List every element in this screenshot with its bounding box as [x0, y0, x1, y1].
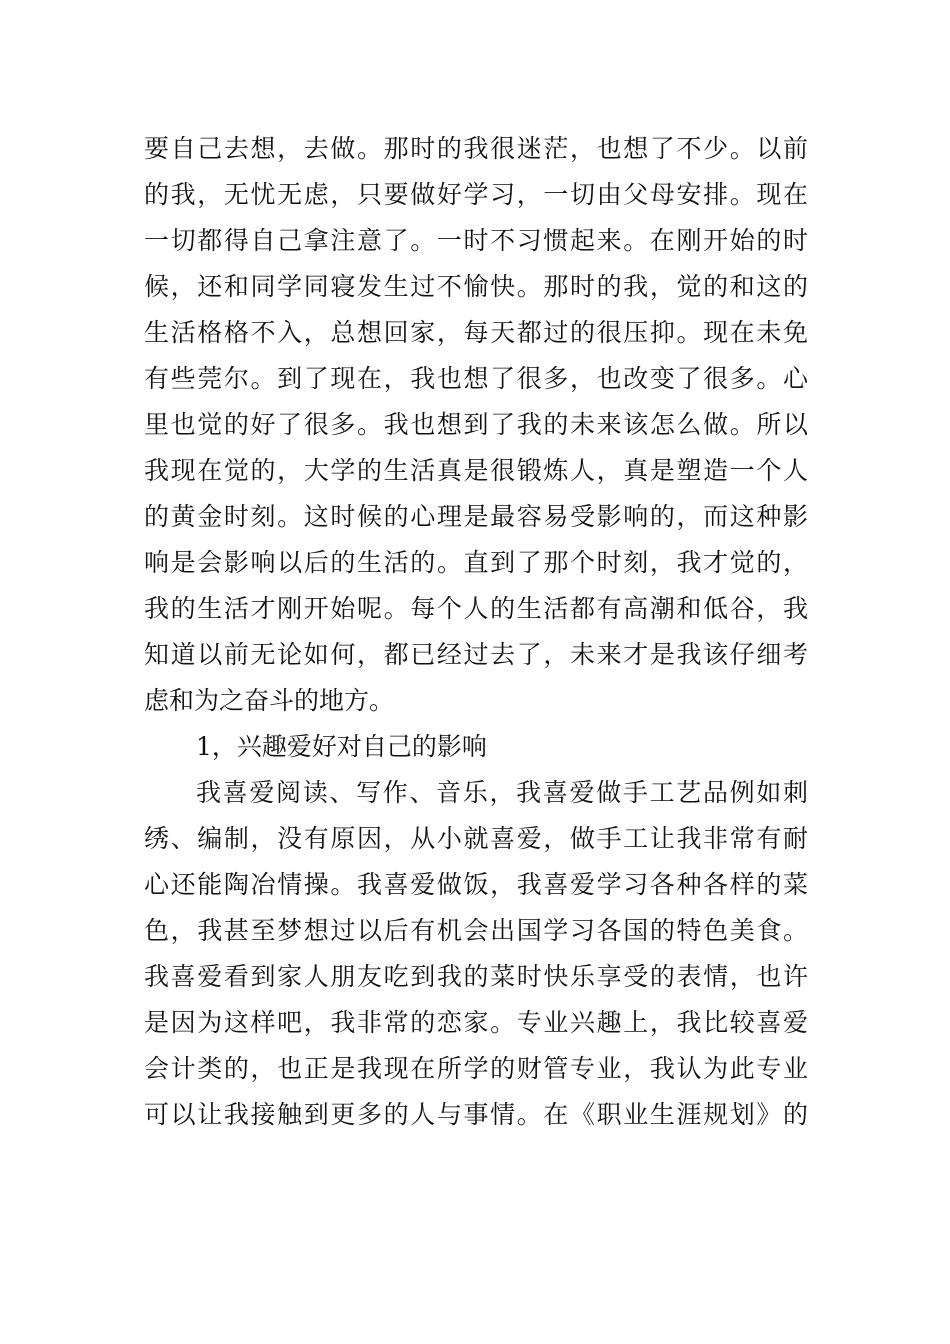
body-text-line: 里也觉的好了很多。我也想到了我的未来该怎么做。所以: [144, 410, 808, 439]
body-text-line: 色，我甚至梦想过以后有机会出国学习各国的特色美食。: [144, 916, 808, 945]
body-text-line: 虑和为之奋斗的地方。: [144, 686, 395, 715]
body-text-line: 绣、编制，没有原因，从小就喜爱，做手工让我非常有耐: [144, 824, 808, 853]
body-text-line: 我喜爱阅读、写作、音乐，我喜爱做手工艺品例如刺: [196, 778, 808, 807]
section-heading: 1，兴趣爱好对自己的影响: [196, 732, 487, 761]
body-text-line: 是因为这样吧，我非常的恋家。专业兴趣上，我比较喜爱: [144, 1008, 808, 1037]
body-text-line: 会计类的，也正是我现在所学的财管专业，我认为此专业: [144, 1054, 808, 1083]
body-text-line: 生活格格不入，总想回家，每天都过的很压抑。现在未免: [144, 318, 808, 347]
body-text-line: 我喜爱看到家人朋友吃到我的菜时快乐享受的表情，也许: [144, 962, 808, 991]
body-text-line: 的我，无忧无虑，只要做好学习，一切由父母安排。现在: [144, 180, 808, 209]
body-text-line: 候，还和同学同寝发生过不愉快。那时的我，觉的和这的: [144, 272, 808, 301]
body-text-line: 的黄金时刻。这时候的心理是最容易受影响的，而这种影: [144, 502, 808, 531]
body-text-line: 我的生活才刚开始呢。每个人的生活都有高潮和低谷，我: [144, 594, 808, 623]
body-text-line: 我现在觉的，大学的生活真是很锻炼人，真是塑造一个人: [144, 456, 808, 485]
body-text-line: 响是会影响以后的生活的。直到了那个时刻，我才觉的，: [144, 548, 808, 577]
body-text-line: 心还能陶冶情操。我喜爱做饭，我喜爱学习各种各样的菜: [144, 870, 808, 899]
body-text-line: 可以让我接触到更多的人与事情。在《职业生涯规划》的: [144, 1100, 808, 1129]
body-text-line: 有些莞尔。到了现在，我也想了很多，也改变了很多。心: [144, 364, 808, 393]
body-text-line: 要自己去想，去做。那时的我很迷茫，也想了不少。以前: [144, 134, 808, 163]
body-text-line: 一切都得自己拿注意了。一时不习惯起来。在刚开始的时: [144, 226, 808, 255]
body-text-line: 知道以前无论如何，都已经过去了，未来才是我该仔细考: [144, 640, 808, 669]
